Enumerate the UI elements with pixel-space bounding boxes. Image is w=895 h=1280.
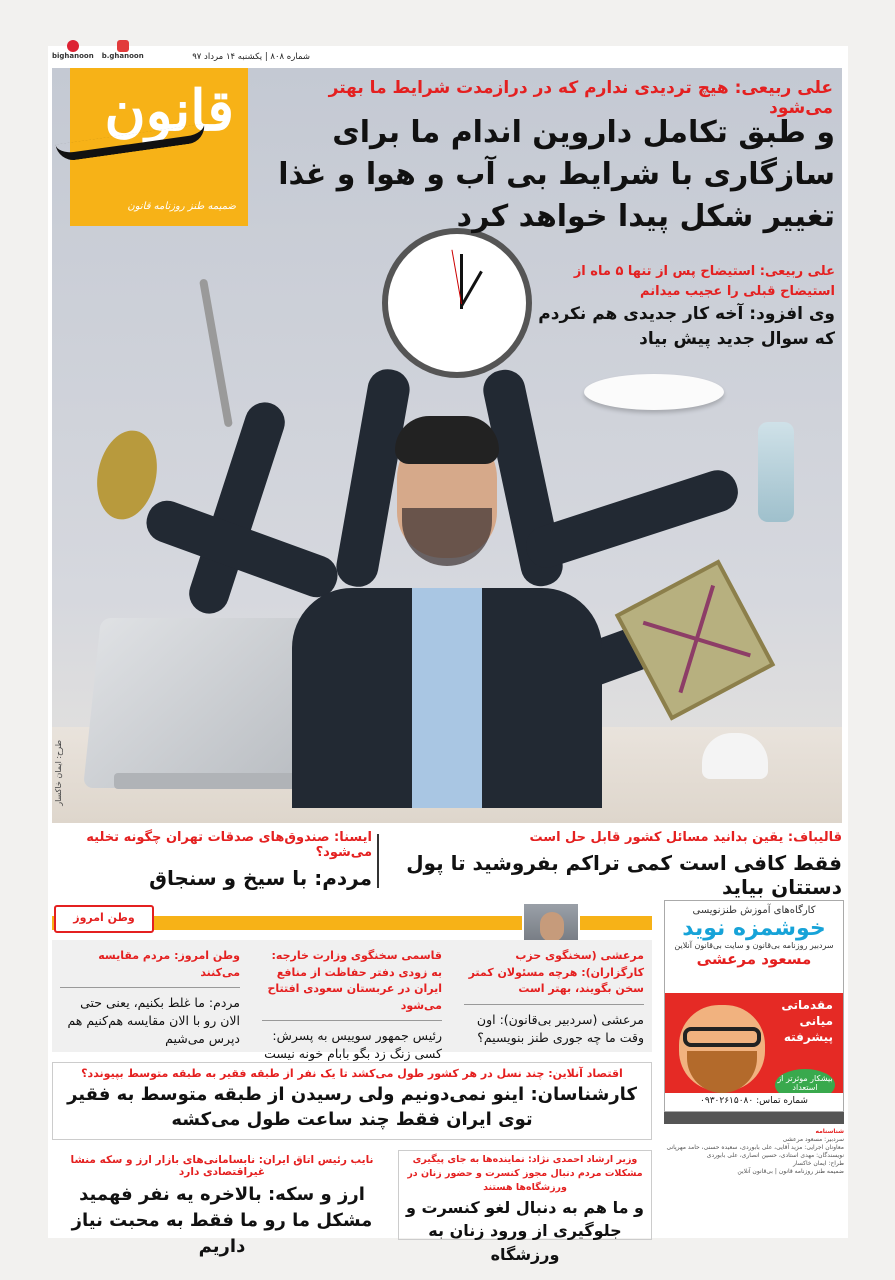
brief-item[interactable] (456, 940, 652, 1052)
ad-badge: بیشکار موثرتر از استعداد (775, 1069, 835, 1101)
workshop-ad[interactable] (664, 900, 844, 1112)
divider (262, 1020, 442, 1021)
credits-line: ضمیمه طنز روزنامه قانون | بی‌قانون آنلاین (737, 1168, 844, 1176)
desk-lamp (702, 733, 768, 779)
divider (464, 1004, 644, 1005)
social-instagram[interactable] (102, 40, 144, 60)
brief-kicker: وطن امروز: مردم مقایسه می‌کنند (98, 949, 240, 979)
story-ghalibaf[interactable] (372, 830, 842, 899)
credits-title: شناسنامه (815, 1128, 844, 1135)
white-plate (584, 374, 724, 410)
portrait-face (540, 912, 564, 942)
story-headline: فقط کافی است کمی تراکم بفروشید تا پول دستتان بیاید (406, 851, 842, 899)
ad-line3: سردبیر روزنامه بی‌قانون و سایت بی‌قانون آنلاین (674, 941, 834, 950)
credits-line: طراح: ایمان خاکسار (793, 1160, 844, 1168)
story-kicker: وزیر ارشاد احمدی نژاد: نماینده‌ها به جای پیگیری مشکلات مردم دنبال مجوز کنسرت و حضور زنان در ورزشگاه‌ها هستند (407, 1154, 643, 1193)
credits-line: معاونان اجرایی: مزید آقایی، علی بابوردی، سعیده حسنی، حامد مهرپانی (666, 1144, 844, 1152)
hair (395, 416, 499, 464)
brief-kicker: مرعشی (سخنگوی حزب کارگزاران): هرچه مسئولان کمتر سخن بگویند، بهتر است (468, 949, 644, 995)
story-currency[interactable] (52, 1150, 392, 1258)
story-kicker: ایسنا: صندوق‌های صدقات تهران چگونه تخلیه می‌شود؟ (86, 830, 372, 860)
beard (402, 508, 492, 566)
logo-tagline: ضمیمه طنز روزنامه قانون (127, 201, 236, 212)
ad-line1: کارگاه‌های آموزش طنزنویسی (692, 905, 816, 916)
brief-columns (52, 940, 652, 1062)
logo-wordmark: قانون (104, 78, 234, 144)
story-headline: کارشناسان: اینو نمی‌دونیم ولی رسیدن از طبقه متوسط به فقیر توی ایران فقط چند ساعت طول می‌کشه (67, 1084, 637, 1131)
story-kicker: قالیباف: یقین بدانید مسائل کشور قابل حل است (529, 830, 842, 845)
masthead-credits (664, 1128, 844, 1177)
cartoon-glasses (683, 1027, 761, 1047)
credits-line: سردبیر: مسعود مرعشی (782, 1136, 844, 1144)
social-telegram[interactable] (52, 40, 94, 60)
cover-kicker: علی ربیعی: هیچ تردیدی ندارم که در درازمدت شرایط ما بهتر می‌شود (328, 78, 833, 118)
hand-fan (615, 559, 776, 720)
story-kicker: نایب رئیس اتاق ایران: نابسامانی‌های بازار ارز و سکه منشا غیراقتصادی دارد (70, 1154, 374, 1178)
top-strip (52, 40, 310, 66)
ad-title: خوشمزه نوید (682, 916, 826, 941)
story-headline: و ما هم به دنبال لغو کنسرت و جلوگیری از ورود زنان به ورزشگاه (405, 1198, 644, 1264)
vatan-emrooz-logo: وطن امروز (54, 905, 154, 933)
credits-line: نویسندگان: مهدی استادی، حسین انصاری، علی بابوردی (706, 1152, 844, 1160)
cover-subhead: وی افزود: آخه کار جدیدی هم نکردم که سوال جدید پیش بیاد (538, 304, 835, 349)
brief-text: مردم: ما غلط بکنیم، یعنی حتی الان رو با الان مقایسه هم‌کنیم هم دپرس می‌شیم (67, 995, 240, 1047)
story-kicker: اقتصاد آنلاین: چند نسل در هر کشور طول می‌کشد تا یک نفر از طبقه فقیر به طبقه متوسط بپیوندد؟ (81, 1067, 623, 1080)
cover-headline[interactable]: و طبق تکامل داروین اندام ما برای سازگاری با شرایط بی آب و هوا و غذا تغییر شکل پیدا خواهد کرد (278, 115, 835, 234)
instagram-icon (117, 40, 129, 52)
story-headline: ارز و سکه: بالاخره یه نفر فهمید مشکل ما رو ما فقط به محبت نیاز داریم (71, 1184, 373, 1258)
ad-name: مسعود مرعشی (696, 950, 812, 968)
telegram-handle: bighanoon (52, 52, 94, 60)
clock-minute-hand (460, 271, 483, 307)
brief-text: رئیس جمهور سوییس به پسرش: کسی زنگ زد بگو بابام خونه نیست (264, 1028, 442, 1062)
brief-text: مرعشی (سردبیر بی‌قانون): اون وقت ما چه جوری طنز بنویسیم؟ (476, 1011, 644, 1045)
ad-header (665, 901, 843, 993)
shirt (412, 588, 482, 808)
column-divider (377, 834, 379, 888)
issue-info: شماره ۸۰۸ | یکشنبه ۱۴ مرداد ۹۷ (192, 52, 310, 62)
story-isna[interactable] (52, 830, 372, 890)
arm-right-side (521, 465, 743, 573)
fan-stripe (643, 621, 751, 658)
cartoon-beard (687, 1051, 757, 1093)
arm-left-up (184, 397, 290, 619)
cover-subhead-red: علی ربیعی: استیضاح پس از تنها ۵ ماه از استیضاح قبلی را عجیب میدانم (573, 264, 835, 299)
ad-phone: شماره تماس: ۰۹۳۰۲۶۱۵۰۸۰ (665, 1093, 843, 1111)
fork (199, 278, 233, 427)
social-links (52, 40, 144, 60)
brief-item[interactable] (254, 940, 450, 1062)
plastic-bottle (758, 422, 794, 522)
story-headline: مردم: با سیخ و سنجاق (149, 866, 372, 890)
brief-kicker: قاسمی سخنگوی وزارت خارجه: به زودی دفتر حفاظت از منافع ایران در عربستان سعودی افتتاح می‌شود (267, 949, 442, 1012)
story-economy[interactable] (52, 1062, 652, 1140)
wall-clock (382, 228, 532, 378)
story-concert[interactable] (398, 1150, 652, 1264)
divider (60, 987, 240, 988)
credits-header (664, 1112, 844, 1124)
instagram-handle: b.ghanoon (101, 52, 144, 60)
masthead-logo[interactable] (70, 68, 248, 226)
brief-item[interactable] (52, 940, 248, 1052)
designer-credit: طرح: ایمان خاکسار (54, 740, 63, 806)
telegram-icon (67, 40, 79, 52)
headline-band (52, 830, 842, 899)
ad-levels: مقدماتی میانی پیشرفته (781, 998, 833, 1045)
